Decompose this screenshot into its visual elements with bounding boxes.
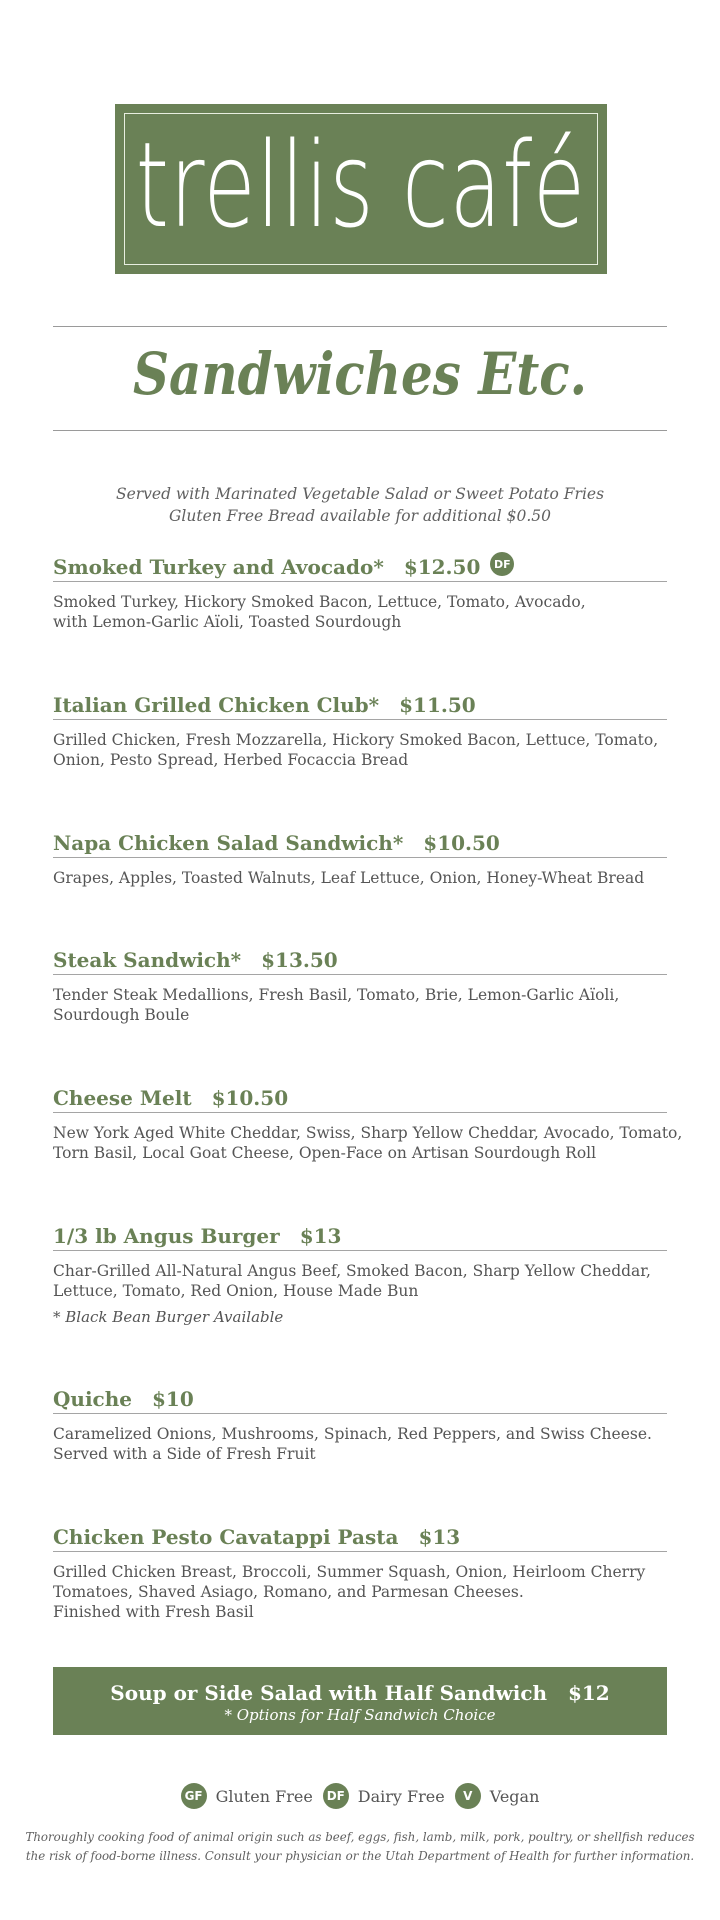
item-header bbox=[53, 1523, 667, 1552]
legend-label: Dairy Free bbox=[357, 1786, 445, 1806]
legend-item-gluten-free bbox=[181, 1783, 313, 1809]
item-header bbox=[53, 691, 667, 720]
item-price: $13 bbox=[418, 1525, 461, 1549]
item-name: Smoked Turkey and Avocado* bbox=[53, 555, 384, 579]
item-name: Quiche bbox=[53, 1387, 133, 1411]
title-top-rule bbox=[53, 326, 667, 327]
description-line: Tomatoes, Shaved Asiago, Romano, and Parmesan Cheeses. bbox=[53, 1583, 524, 1601]
menu-item-napa-chicken-salad bbox=[53, 829, 667, 888]
item-price: $10 bbox=[152, 1387, 194, 1411]
disclaimer-line: Thoroughly cooking food of animal origin such as beef, eggs, fish, lamb, milk, pork, poultry, or shellfish reduces bbox=[25, 1830, 695, 1844]
legend-item-vegan bbox=[455, 1783, 540, 1809]
item-description bbox=[53, 1123, 683, 1163]
item-name: Italian Grilled Chicken Club* bbox=[53, 693, 380, 717]
item-name: Steak Sandwich* bbox=[53, 948, 242, 972]
half-sandwich-combo-banner bbox=[53, 1667, 667, 1735]
gluten-free-badge-icon: GF bbox=[181, 1783, 207, 1809]
description-line: Lettuce, Tomato, Red Onion, House Made Bun bbox=[53, 1282, 419, 1300]
description-line: Served with a Side of Fresh Fruit bbox=[53, 1445, 316, 1463]
description-line: Smoked Turkey, Hickory Smoked Bacon, Lettuce, Tomato, Avocado, bbox=[53, 593, 586, 611]
legend-label: Gluten Free bbox=[215, 1786, 313, 1806]
menu-item-italian-chicken-club bbox=[53, 691, 667, 770]
intro-line: Gluten Free Bread available for additional $0.50 bbox=[169, 507, 551, 525]
menu-item-cheese-melt bbox=[53, 1084, 683, 1163]
item-price: $13 bbox=[299, 1224, 342, 1248]
dairy-free-badge-icon: DF bbox=[490, 552, 514, 576]
intro-line: Served with Marinated Vegetable Salad or Sweet Potato Fries bbox=[115, 485, 605, 503]
item-description bbox=[53, 730, 667, 770]
description-line: Grilled Chicken Breast, Broccoli, Summer Squash, Onion, Heirloom Cherry bbox=[53, 1563, 646, 1581]
description-line: Sourdough Boule bbox=[53, 1006, 190, 1024]
item-description bbox=[53, 1562, 667, 1622]
item-description bbox=[53, 985, 667, 1025]
section-title: Sandwiches Etc. bbox=[133, 340, 587, 408]
item-price: $10.50 bbox=[211, 1086, 289, 1110]
dietary-legend bbox=[0, 1783, 720, 1809]
item-header bbox=[53, 1222, 667, 1251]
cafe-logo bbox=[115, 104, 607, 274]
banner-subtitle: * Options for Half Sandwich Choice bbox=[224, 1706, 496, 1724]
item-description bbox=[53, 868, 667, 888]
menu-item-chicken-pesto-pasta bbox=[53, 1523, 667, 1622]
description-line: Finished with Fresh Basil bbox=[53, 1603, 254, 1621]
description-line: Grilled Chicken, Fresh Mozzarella, Hickory Smoked Bacon, Lettuce, Tomato, bbox=[53, 731, 659, 749]
logo-text: trellis café bbox=[135, 116, 587, 254]
disclaimer-line: the risk of food-borne illness. Consult your physician or the Utah Department of Health for further information. bbox=[25, 1849, 695, 1863]
item-description bbox=[53, 592, 667, 632]
vegan-badge-icon: V bbox=[455, 1783, 481, 1809]
description-line: with Lemon-Garlic Aïoli, Toasted Sourdough bbox=[53, 613, 402, 631]
item-price: $10.50 bbox=[423, 831, 500, 855]
description-line: New York Aged White Cheddar, Swiss, Sharp Yellow Cheddar, Avocado, Tomato, bbox=[53, 1124, 683, 1142]
description-line: Tender Steak Medallions, Fresh Basil, Tomato, Brie, Lemon-Garlic Aïoli, bbox=[53, 986, 620, 1004]
item-header bbox=[53, 1385, 667, 1414]
menu-item-smoked-turkey bbox=[53, 553, 667, 632]
item-name: Chicken Pesto Cavatappi Pasta bbox=[53, 1525, 399, 1549]
menu-item-steak-sandwich bbox=[53, 946, 667, 1025]
logo-frame bbox=[124, 113, 598, 265]
intro-text bbox=[0, 483, 720, 527]
description-line: Caramelized Onions, Mushrooms, Spinach, Red Peppers, and Swiss Cheese. bbox=[53, 1425, 652, 1443]
description-line: Grapes, Apples, Toasted Walnuts, Leaf Lettuce, Onion, Honey-Wheat Bread bbox=[53, 869, 645, 887]
menu-item-angus-burger bbox=[53, 1222, 667, 1327]
item-name: Cheese Melt bbox=[53, 1086, 192, 1110]
item-header bbox=[53, 553, 667, 582]
item-description bbox=[53, 1424, 667, 1464]
item-name: Napa Chicken Salad Sandwich* bbox=[53, 831, 404, 855]
food-safety-disclaimer bbox=[0, 1828, 720, 1866]
legend-label: Vegan bbox=[489, 1786, 540, 1806]
menu-item-quiche bbox=[53, 1385, 667, 1464]
banner-title: Soup or Side Salad with Half Sandwich $12 bbox=[110, 1681, 610, 1705]
description-line: Torn Basil, Local Goat Cheese, Open-Face on Artisan Sourdough Roll bbox=[53, 1144, 597, 1162]
legend-item-dairy-free bbox=[323, 1783, 445, 1809]
item-description bbox=[53, 1261, 667, 1301]
item-name: 1/3 lb Angus Burger bbox=[53, 1224, 280, 1248]
item-note: * Black Bean Burger Available bbox=[53, 1308, 284, 1326]
description-line: Onion, Pesto Spread, Herbed Focaccia Bread bbox=[53, 751, 409, 769]
item-header bbox=[53, 829, 667, 858]
item-price: $12.50 bbox=[403, 555, 481, 579]
item-price: $13.50 bbox=[261, 948, 338, 972]
item-price: $11.50 bbox=[399, 693, 476, 717]
dairy-free-badge-icon: DF bbox=[323, 1783, 349, 1809]
description-line: Char-Grilled All-Natural Angus Beef, Smoked Bacon, Sharp Yellow Cheddar, bbox=[53, 1262, 651, 1280]
title-bottom-rule bbox=[53, 430, 667, 431]
item-header bbox=[53, 946, 667, 975]
item-header bbox=[53, 1084, 667, 1113]
